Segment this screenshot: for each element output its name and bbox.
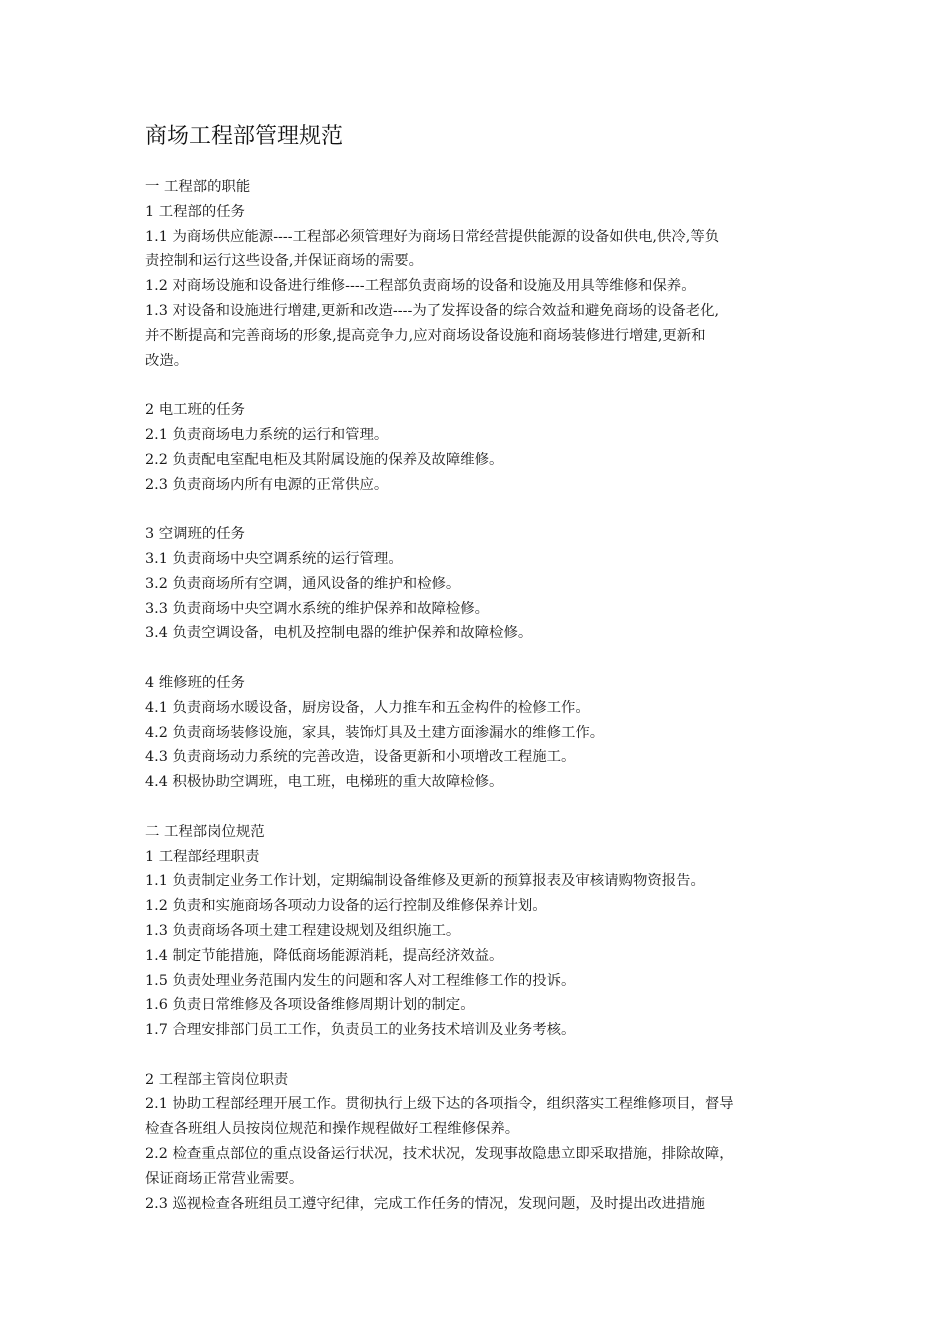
paragraph-line: 1.1 负责制定业务工作计划，定期编制设备维修及更新的预算报表及审核请购物资报告。: [145, 873, 705, 890]
paragraph-line: 1 工程部经理职责: [145, 848, 260, 865]
paragraph-line: 2.1 协助工程部经理开展工作。贯彻执行上级下达的各项指令，组织落实工程维修项目，督导: [145, 1096, 734, 1113]
paragraph-line: 一 工程部的职能: [145, 179, 251, 195]
blank-line: [145, 795, 810, 820]
paragraph-line: 2 电工班的任务: [145, 402, 246, 419]
paragraph-line: 3.1 负责商场中央空调系统的运行管理。: [145, 550, 403, 567]
paragraph-line: 2.2 检查重点部位的重点设备运行状况，技术状况，发现事故隐患立即采取措施，排除故障，: [145, 1146, 734, 1163]
paragraph-line: 2.3 负责商场内所有电源的正常供应。: [145, 476, 389, 493]
paragraph-line: 3.3 负责商场中央空调水系统的维护保养和故障检修。: [145, 600, 490, 617]
paragraph-line: 1.2 对商场设施和设备进行维修----工程部负责商场的设备和设施及用具等维修和保养。: [145, 278, 696, 295]
blank-line: [145, 1043, 810, 1068]
paragraph-line: 1.7 合理安排部门员工工作，负责员工的业务技术培训及业务考核。: [145, 1022, 576, 1039]
blank-line: [145, 646, 810, 671]
paragraph-line: 责控制和运行这些设备,并保证商场的需要。: [145, 253, 423, 270]
blank-line: [145, 497, 810, 522]
paragraph-line: 4.2 负责商场装修设施，家具，装饰灯具及土建方面渗漏水的维修工作。: [145, 724, 605, 741]
paragraph-line: 检查各班组人员按岗位规范和操作规程做好工程维修保养。: [145, 1121, 520, 1138]
paragraph-line: 1.2 负责和实施商场各项动力设备的运行控制及维修保养计划。: [145, 898, 547, 915]
paragraph-line: 3.2 负责商场所有空调，通风设备的维护和检修。: [145, 575, 461, 592]
paragraph-line: 4 维修班的任务: [145, 674, 246, 691]
blank-line: [145, 373, 810, 398]
paragraph-line: 1.6 负责日常维修及各项设备维修周期计划的制定。: [145, 997, 475, 1014]
paragraph-line: 2.1 负责商场电力系统的运行和管理。: [145, 426, 389, 443]
paragraph-line: 1.5 负责处理业务范围内发生的问题和客人对工程维修工作的投诉。: [145, 972, 576, 989]
document-title: 商场工程部管理规范: [145, 124, 344, 149]
paragraph-line: 1.3 负责商场各项土建工程建设规划及组织施工。: [145, 922, 461, 939]
paragraph-line: 2.2 负责配电室配电柜及其附属设施的保养及故障维修。: [145, 451, 504, 468]
paragraph-line: 3.4 负责空调设备，电机及控制电器的维护保养和故障检修。: [145, 625, 533, 642]
paragraph-line: 二 工程部岗位规范: [145, 823, 265, 840]
paragraph-line: 2 工程部主管岗位职责: [145, 1071, 289, 1088]
paragraph-line: 并不断提高和完善商场的形象,提高竞争力,应对商场设备设施和商场装修进行增建,更新和: [145, 327, 706, 344]
paragraph-line: 3 空调班的任务: [145, 526, 246, 543]
paragraph-line: 1.1 为商场供应能源----工程部必须管理好为商场日常经营提供能源的设备如供电,供冷,等负: [145, 228, 720, 245]
paragraph-line: 改造。: [145, 352, 189, 369]
paragraph-line: 4.1 负责商场水暖设备，厨房设备，人力推车和五金构件的检修工作。: [145, 699, 590, 716]
paragraph-line: 4.4 积极协助空调班，电工班，电梯班的重大故障检修。: [145, 774, 504, 791]
paragraph-line: 保证商场正常营业需要。: [145, 1170, 304, 1187]
paragraph-line: 1.4 制定节能措施，降低商场能源消耗，提高经济效益。: [145, 947, 504, 964]
paragraph-line: 1 工程部的任务: [145, 203, 246, 220]
paragraph-line: 2.3 巡视检查各班组员工遵守纪律，完成工作任务的情况，发现问题，及时提出改进措施: [145, 1195, 705, 1212]
paragraph-line: 1.3 对设备和设施进行增建,更新和改造----为了发挥设备的综合效益和避免商场的设备老化,: [145, 302, 720, 319]
document-body: [145, 175, 810, 1216]
paragraph-line: 4.3 负责商场动力系统的完善改造，设备更新和小项增改工程施工。: [145, 749, 576, 766]
